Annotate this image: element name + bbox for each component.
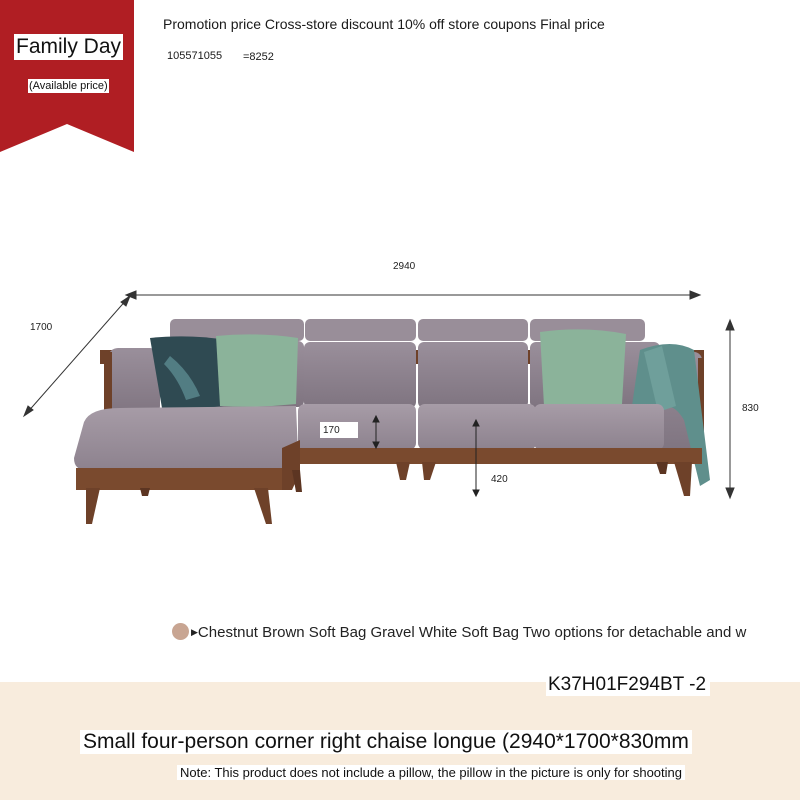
width-dimension-line [126, 291, 700, 299]
seat-height-label: 420 [491, 474, 508, 485]
pillow-note: Note: This product does not include a pillow, the pillow in the picture is only for shooting [177, 765, 685, 780]
model-number: K37H01F294BT -2 [546, 672, 710, 696]
seat-thickness-label: 170 [323, 425, 340, 436]
width-label: 2940 [393, 261, 416, 272]
color-options-text: Chestnut Brown Soft Bag Gravel White Soft Bag Two options for detachable and w [197, 624, 747, 641]
product-title: Small four-person corner right chaise longue (2940*1700*830mm [80, 730, 692, 754]
height-dimension-line [726, 320, 734, 498]
height-label: 830 [742, 403, 759, 414]
promo-final-price: =8252 [243, 51, 274, 63]
ribbon-subtitle: (Available price) [29, 80, 108, 92]
ribbon-title: Family Day [16, 35, 122, 58]
promo-numbers: 105571055 [167, 50, 223, 62]
play-icon: ▶ [191, 627, 198, 637]
color-options [172, 623, 746, 641]
depth-label: 1700 [30, 322, 53, 333]
promo-header: Promotion price Cross-store discount 10% off store coupons Final price [163, 16, 605, 32]
color-swatch [172, 623, 189, 640]
